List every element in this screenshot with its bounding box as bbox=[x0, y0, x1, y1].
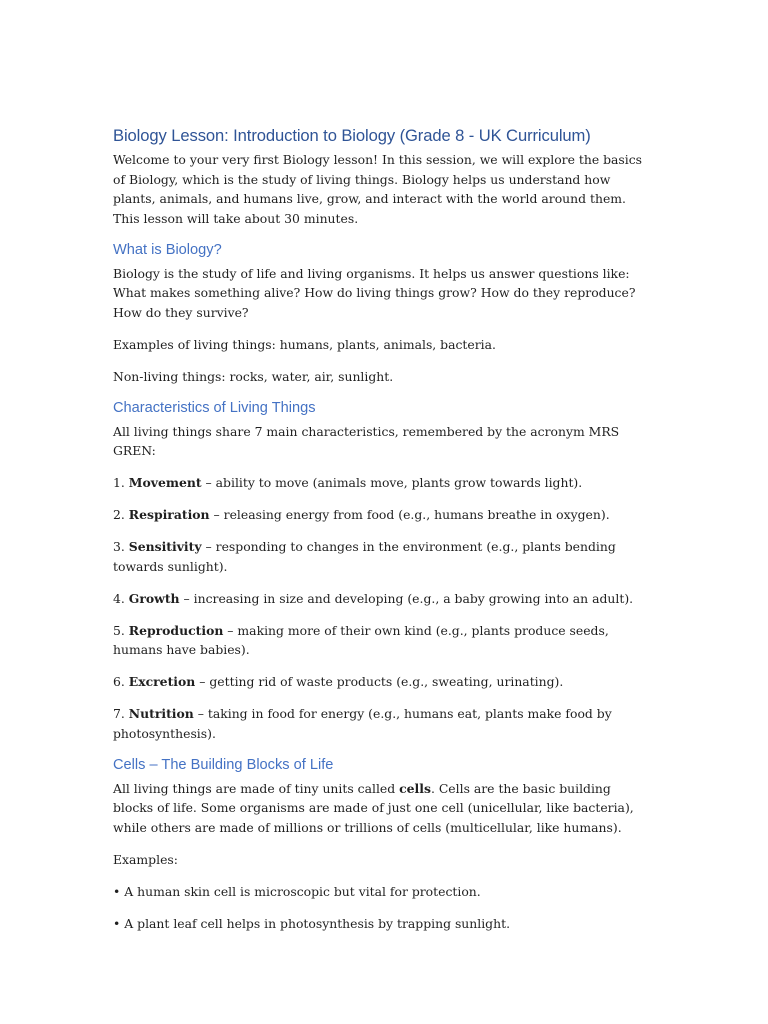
characteristic-item bbox=[113, 473, 653, 493]
section-heading-what-is-biology: What is Biology? bbox=[113, 241, 222, 258]
item-number: 2. bbox=[113, 507, 125, 522]
non-living-paragraph: Non-living things: rocks, water, air, sunlight. bbox=[113, 368, 394, 384]
item-number: 7. bbox=[113, 706, 125, 721]
item-description: – getting rid of waste products (e.g., sweating, urinating). bbox=[199, 674, 564, 689]
cells-text-after: . Cells are the basic building blocks of life. Some organisms are made of just one cell (unicellular, like bacteria), while others are made of millions or trillions of cells (multicellular, like humans). bbox=[113, 780, 634, 835]
item-term: Movement bbox=[128, 475, 202, 490]
examples-label: Examples: bbox=[113, 851, 178, 867]
item-number: 5. bbox=[113, 622, 125, 638]
item-description: – increasing in size and developing (e.g., a baby growing into an adult). bbox=[183, 590, 634, 606]
section-heading-cells: Cells – The Building Blocks of Life bbox=[113, 756, 334, 773]
item-number: 4. bbox=[113, 590, 125, 606]
intro-paragraph: Welcome to your very first Biology lesson! In this session, we will explore the basics of Biology, which is the study of living things. Biology helps us understand how plants, animals, and humans live, grow, and interact with the world around them. This lesson will take about 30 minutes. bbox=[113, 152, 643, 226]
characteristic-item bbox=[113, 704, 653, 743]
characteristic-item bbox=[113, 505, 653, 525]
characteristic-item bbox=[113, 672, 653, 692]
item-term: Sensitivity bbox=[128, 539, 202, 554]
item-term: Nutrition bbox=[128, 706, 194, 721]
characteristic-item bbox=[113, 621, 653, 660]
section-heading-characteristics: Characteristics of Living Things bbox=[113, 399, 316, 416]
item-description: – responding to changes in the environment (e.g., plants bending towards sunlight). bbox=[113, 539, 616, 574]
cells-paragraph bbox=[113, 779, 653, 838]
cells-bold-term: cells bbox=[399, 780, 431, 796]
item-term: Growth bbox=[128, 590, 180, 606]
item-description: – taking in food for energy (e.g., humans eat, plants make food by photosynthesis). bbox=[113, 706, 612, 741]
characteristic-item bbox=[113, 589, 653, 609]
document-title: Biology Lesson: Introduction to Biology (Grade 8 - UK Curriculum) bbox=[113, 126, 591, 145]
document-page bbox=[113, 126, 653, 946]
bullet-item: • A plant leaf cell helps in photosynthesis by trapping sunlight. bbox=[113, 915, 511, 931]
bullet-item: • A human skin cell is microscopic but vital for protection. bbox=[113, 883, 481, 899]
item-description: – releasing energy from food (e.g., humans breathe in oxygen). bbox=[213, 507, 610, 522]
cells-text-before: All living things are made of tiny units called bbox=[113, 780, 396, 796]
item-term: Respiration bbox=[128, 507, 210, 522]
item-number: 3. bbox=[113, 539, 125, 554]
item-number: 6. bbox=[113, 674, 125, 689]
item-description: – ability to move (animals move, plants grow towards light). bbox=[205, 475, 583, 490]
what-is-paragraph: Biology is the study of life and living organisms. It helps us answer questions like: What makes something alive? How do living things grow? How do they reproduce? How do they survive? bbox=[113, 265, 636, 320]
item-term: Reproduction bbox=[128, 622, 224, 638]
characteristic-item bbox=[113, 537, 653, 576]
item-description: – making more of their own kind (e.g., plants produce seeds, humans have babies). bbox=[113, 622, 609, 657]
living-examples-paragraph: Examples of living things: humans, plants, animals, bacteria. bbox=[113, 336, 496, 352]
item-term: Excretion bbox=[128, 674, 196, 689]
item-number: 1. bbox=[113, 475, 125, 490]
characteristics-intro: All living things share 7 main characteristics, remembered by the acronym MRS GREN: bbox=[113, 423, 620, 458]
